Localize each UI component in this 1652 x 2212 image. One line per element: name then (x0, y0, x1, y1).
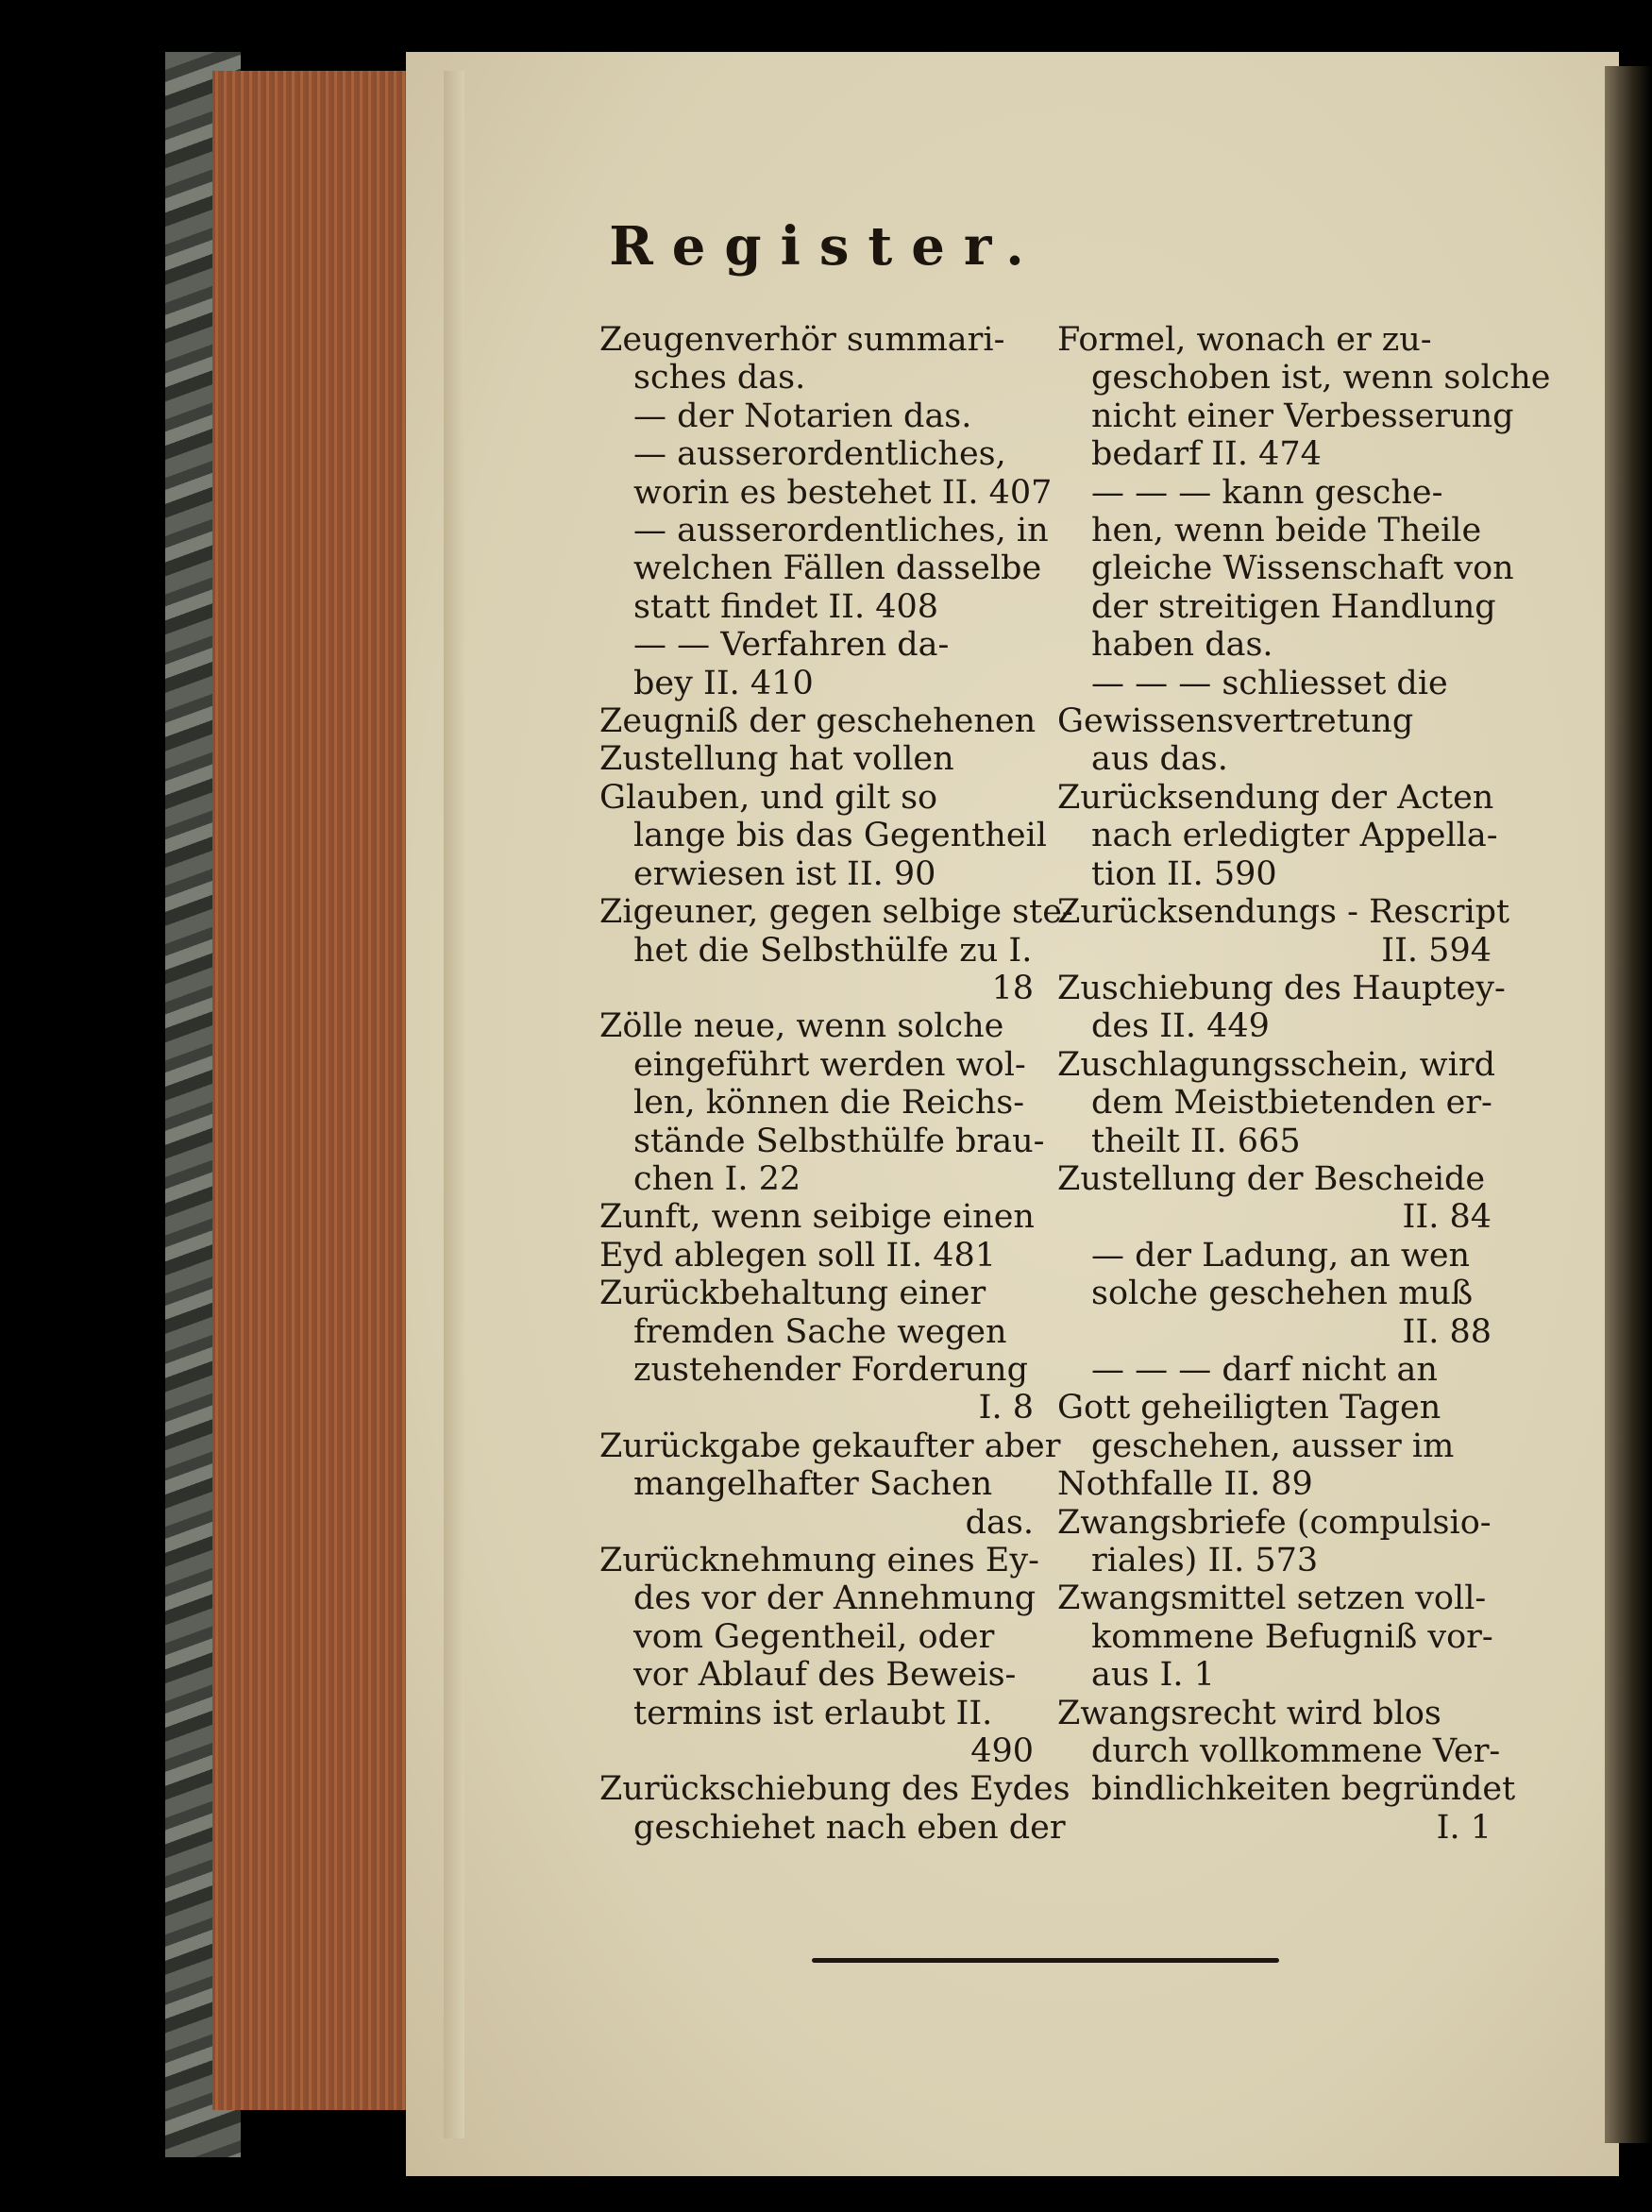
index-line: des II. 449 (1091, 1007, 1270, 1046)
index-line: haben das. (1091, 626, 1273, 665)
index-line: Zölle neue, wenn solche (599, 1007, 1004, 1046)
index-line: — — — kann gesche- (1091, 473, 1443, 512)
index-line: welchen Fällen dasselbe (633, 549, 1042, 588)
index-line: Zeugenverhör summari- (599, 321, 1005, 359)
index-line: riales) II. 573 (1091, 1542, 1319, 1579)
index-line: Eyd ablegen soll II. 481 (599, 1236, 997, 1275)
index-line: eingeführt werden wol- (633, 1045, 1026, 1084)
index-line: Glauben, und gilt so (599, 778, 938, 817)
index-line: Zigeuner, gegen selbige ste- (599, 893, 1073, 932)
index-line: nach erledigter Appella- (1091, 817, 1498, 855)
index-line: II. 594 (1381, 931, 1492, 970)
index-line: Zwangsmittel setzen voll- (1057, 1579, 1487, 1618)
index-line: — der Ladung, an wen (1091, 1236, 1471, 1275)
index-line: vom Gegentheil, oder (633, 1617, 995, 1656)
index-line: Zurückgabe gekaufter aber (599, 1427, 1061, 1465)
index-line: 490 (970, 1732, 1034, 1771)
index-line: erwiesen ist II. 90 (633, 854, 936, 893)
index-line: lange bis das Gegentheil (633, 817, 1047, 855)
index-line: mangelhafter Sachen (633, 1465, 993, 1504)
index-line: Zurücksendungs - Rescript (1057, 893, 1510, 932)
index-line: Zurückschiebung des Eydes (599, 1770, 1070, 1809)
index-line: der streitigen Handlung (1091, 587, 1496, 626)
index-line: dem Meistbietenden er- (1091, 1084, 1492, 1123)
index-line: worin es bestehet II. 407 (633, 473, 1053, 512)
index-line: — — — darf nicht an (1091, 1350, 1438, 1389)
index-column-right (1057, 321, 1551, 1847)
index-line: — — — schliesset die (1091, 664, 1448, 702)
index-line: solche geschehen muß (1091, 1275, 1474, 1313)
index-line: Zwangsrecht wird blos (1057, 1694, 1441, 1732)
index-line: bedarf II. 474 (1091, 435, 1322, 474)
index-line: Formel, wonach er zu- (1057, 321, 1432, 359)
index-line: gleiche Wissenschaft von (1091, 549, 1514, 588)
index-line: Gewissensvertretung (1057, 702, 1414, 741)
index-line: len, können die Reichs- (633, 1084, 1025, 1123)
index-line: zustehender Forderung (633, 1350, 1029, 1389)
index-line: I. 8 (978, 1389, 1034, 1427)
index-line: II. 88 (1402, 1312, 1492, 1351)
index-line: Zuschiebung des Hauptey- (1057, 969, 1506, 1007)
index-line: tion II. 590 (1091, 854, 1277, 893)
index-line: bindlichkeiten begründet (1091, 1770, 1516, 1809)
index-line: geschiehet nach eben der (633, 1808, 1066, 1847)
index-line: Nothfalle II. 89 (1057, 1465, 1313, 1504)
index-line: Zuschlagungsschein, wird (1057, 1045, 1495, 1084)
page-title: Register. (609, 215, 1043, 278)
index-line: — ausserordentliches, in (633, 512, 1049, 550)
index-line: geschoben ist, wenn solche (1091, 359, 1551, 397)
index-line: II. 84 (1402, 1198, 1492, 1237)
index-line: Zurücknehmung eines Ey- (599, 1542, 1039, 1579)
index-line: kommene Befugniß vor- (1091, 1617, 1493, 1656)
index-line: I. 1 (1436, 1808, 1492, 1847)
index-line: termins ist erlaubt II. (633, 1694, 993, 1732)
index-column-left (599, 321, 1073, 1847)
index-line: Zurückbehaltung einer (599, 1275, 986, 1313)
index-line: theilt II. 665 (1091, 1122, 1301, 1160)
index-line: das. (965, 1503, 1034, 1542)
index-line: 18 (991, 969, 1034, 1007)
index-line: Zustellung hat vollen (599, 740, 954, 779)
index-line: het die Selbsthülfe zu I. (633, 931, 1033, 970)
index-line: aus I. 1 (1091, 1656, 1215, 1695)
index-line: nicht einer Verbesserung (1091, 397, 1514, 435)
index-line: Zwangsbriefe (compulsio- (1057, 1503, 1492, 1542)
index-line: bey II. 410 (633, 664, 814, 702)
page-edges (212, 71, 413, 2110)
index-line: — — Verfahren da- (633, 626, 950, 665)
end-rule (812, 1958, 1279, 1963)
index-line: stände Selbsthülfe brau- (633, 1122, 1045, 1160)
index-line: vor Ablauf des Beweis- (633, 1656, 1017, 1695)
index-line: aus das. (1091, 740, 1228, 779)
index-line: — ausserordentliches, (633, 435, 1006, 474)
index-line: chen I. 22 (633, 1159, 801, 1198)
index-line: geschehen, ausser im (1091, 1427, 1455, 1465)
index-line: Gott geheiligten Tagen (1057, 1389, 1441, 1427)
index-line: Zurücksendung der Acten (1057, 778, 1494, 817)
index-line: hen, wenn beide Theile (1091, 512, 1482, 550)
index-line: Zunft, wenn seibige einen (599, 1198, 1035, 1237)
index-line: fremden Sache wegen (633, 1312, 1007, 1351)
index-line: — der Notarien das. (633, 397, 972, 435)
index-line: Zustellung der Bescheide (1057, 1159, 1486, 1198)
index-line: statt findet II. 408 (633, 587, 939, 626)
book-gutter (1605, 66, 1652, 2143)
index-line: sches das. (633, 359, 806, 397)
index-line: durch vollkommene Ver- (1091, 1732, 1501, 1771)
index-line: des vor der Annehmung (633, 1579, 1037, 1618)
index-line: Zeugniß der geschehenen (599, 702, 1037, 741)
